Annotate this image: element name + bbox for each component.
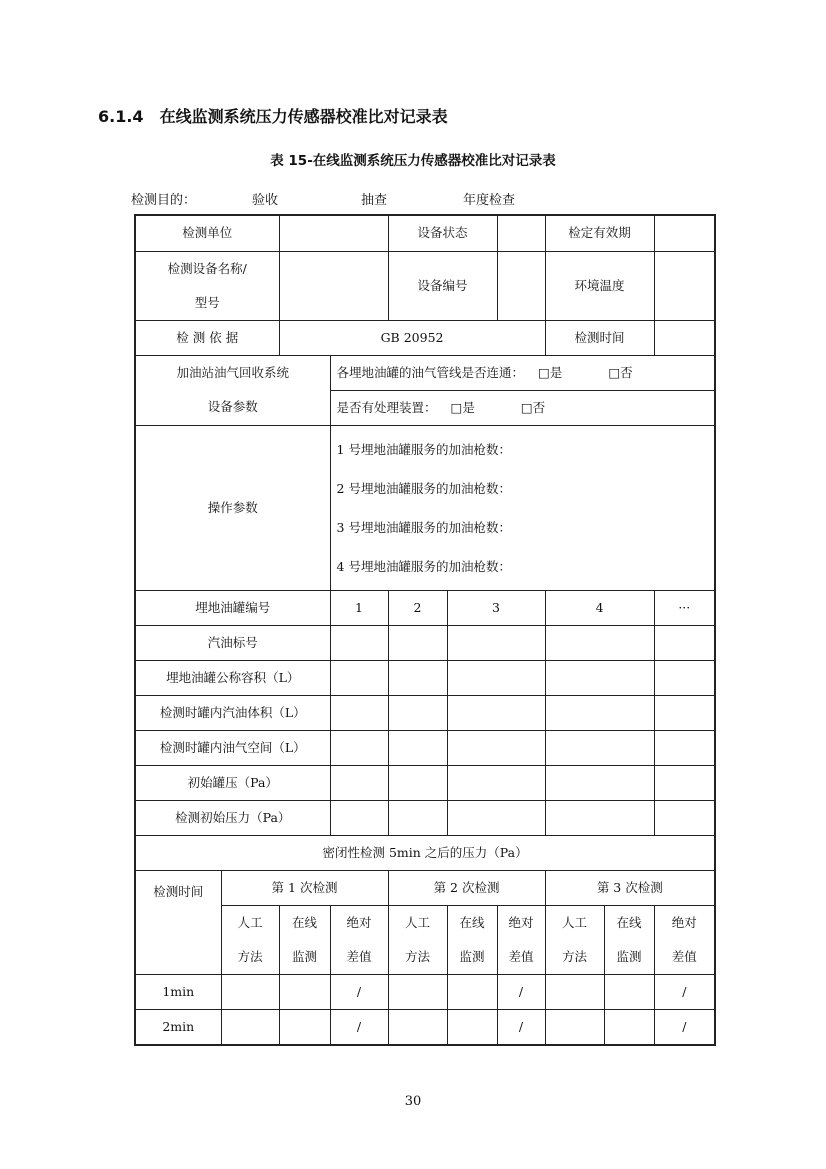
tank-cell[interactable] <box>388 800 447 835</box>
pressure-cell[interactable] <box>279 1009 330 1045</box>
tank-row-label: 检测时罐内油气空间（L） <box>135 730 330 765</box>
sub-online <box>279 905 330 974</box>
sub-diff-l2: 差值 <box>671 948 697 964</box>
pressure-cell[interactable] <box>279 974 330 1009</box>
basis-value: GB 20952 <box>279 320 545 355</box>
tank-number-label: 埋地油罐编号 <box>135 590 330 625</box>
time-row-label: 2min <box>135 1009 221 1045</box>
tank-cell[interactable] <box>654 730 715 765</box>
tank-cell[interactable] <box>447 695 545 730</box>
diff-cell: / <box>654 974 715 1009</box>
pressure-cell[interactable] <box>221 1009 279 1045</box>
tank-cell[interactable] <box>388 765 447 800</box>
device-name-value[interactable] <box>279 251 388 320</box>
pipeline-connected-text: 各埋地油罐的油气管线是否连通： <box>336 364 525 380</box>
test-time-label: 检测时间 <box>545 320 654 355</box>
sub-online-l2: 监测 <box>292 948 318 964</box>
purpose-option-acceptance: 验收 <box>252 193 279 208</box>
sub-online-l1: 在线 <box>292 914 318 930</box>
pressure-cell[interactable] <box>388 974 447 1009</box>
tank-cell[interactable] <box>388 625 447 660</box>
purpose-option-annual: 年度检查 <box>463 193 516 208</box>
tank-cell[interactable] <box>447 730 545 765</box>
operation-line-3: 3 号埋地油罐服务的加油枪数： <box>336 519 511 535</box>
device-name-line-1: 检测设备名称/ <box>167 260 247 276</box>
tank-row-label: 汽油标号 <box>135 625 330 660</box>
sub-manual <box>388 905 447 974</box>
sub-online-l1: 在线 <box>616 914 642 930</box>
section-heading <box>98 104 448 127</box>
test-3-header: 第 3 次检测 <box>545 870 715 905</box>
tank-cell[interactable] <box>388 695 447 730</box>
sub-online <box>447 905 497 974</box>
unit-value[interactable] <box>279 215 388 251</box>
sub-diff <box>654 905 715 974</box>
operation-line-4: 4 号埋地油罐服务的加油枪数： <box>336 558 511 574</box>
tank-cell[interactable] <box>654 660 715 695</box>
sub-manual-l2: 方法 <box>237 948 263 964</box>
tank-cell[interactable] <box>447 625 545 660</box>
device-name-line-2: 型号 <box>194 294 220 310</box>
operation-lines <box>330 425 715 590</box>
pressure-cell[interactable] <box>447 1009 497 1045</box>
pressure-cell[interactable] <box>545 974 604 1009</box>
treatment-device-text: 是否有处理装置： <box>336 399 437 415</box>
pressure-cell[interactable] <box>388 1009 447 1045</box>
sub-manual-l2: 方法 <box>405 948 431 964</box>
status-label: 设备状态 <box>388 215 497 251</box>
tank-cell[interactable] <box>330 765 388 800</box>
treatment-device-question <box>330 390 715 425</box>
tank-row-label: 检测初始压力（Pa） <box>135 800 330 835</box>
section-number: 6.1.4 <box>98 107 144 126</box>
sub-manual <box>545 905 604 974</box>
tank-cell[interactable] <box>654 695 715 730</box>
pressure-title: 密闭性检测 5min 之后的压力（Pa） <box>135 835 715 870</box>
sub-diff <box>497 905 545 974</box>
tank-cell[interactable] <box>654 800 715 835</box>
tank-cell[interactable] <box>654 765 715 800</box>
sub-diff-l2: 差值 <box>346 948 372 964</box>
test-1-header: 第 1 次检测 <box>221 870 388 905</box>
treatment-device-yes[interactable]: □是 <box>450 399 475 415</box>
tank-cell[interactable] <box>545 625 654 660</box>
pipeline-connected-question <box>330 355 715 390</box>
tank-cell[interactable] <box>330 730 388 765</box>
tank-cell[interactable] <box>545 800 654 835</box>
tank-cell[interactable] <box>447 800 545 835</box>
test-time-value[interactable] <box>654 320 715 355</box>
tank-col-3: 3 <box>447 590 545 625</box>
pressure-cell[interactable] <box>604 974 654 1009</box>
tank-cell[interactable] <box>545 660 654 695</box>
diff-cell: / <box>330 974 388 1009</box>
recovery-label-line-1: 加油站油气回收系统 <box>176 365 290 380</box>
time-label: 检测时间 <box>135 870 221 974</box>
sub-diff-l1: 绝对 <box>346 914 372 930</box>
sub-manual-l1: 人工 <box>237 914 263 930</box>
sub-online <box>604 905 654 974</box>
pipeline-connected-yes[interactable]: □是 <box>538 364 563 380</box>
tank-cell[interactable] <box>545 765 654 800</box>
treatment-device-no[interactable]: □否 <box>520 399 546 415</box>
pressure-cell[interactable] <box>221 974 279 1009</box>
tank-col-1: 1 <box>330 590 388 625</box>
tank-cell[interactable] <box>330 695 388 730</box>
sub-manual-l2: 方法 <box>562 948 588 964</box>
diff-cell: / <box>654 1009 715 1045</box>
sub-online-l1: 在线 <box>459 914 485 930</box>
sub-online-l2: 监测 <box>616 948 642 964</box>
validity-label: 检定有效期 <box>545 215 654 251</box>
operation-line-1: 1 号埋地油罐服务的加油枪数： <box>336 441 511 457</box>
tank-cell[interactable] <box>654 625 715 660</box>
tank-row-label: 检测时罐内汽油体积（L） <box>135 695 330 730</box>
page-number: 30 <box>404 1094 422 1109</box>
section-title: 在线监测系统压力传感器校准比对记录表 <box>159 107 448 126</box>
tank-col-more: ··· <box>654 590 715 625</box>
tank-cell[interactable] <box>447 660 545 695</box>
pressure-cell[interactable] <box>604 1009 654 1045</box>
diff-cell: / <box>330 1009 388 1045</box>
device-no-value[interactable] <box>497 251 545 320</box>
tank-col-2: 2 <box>388 590 447 625</box>
tank-col-4: 4 <box>545 590 654 625</box>
sub-diff-l2: 差值 <box>508 948 534 964</box>
operation-line-2: 2 号埋地油罐服务的加油枪数： <box>336 480 511 496</box>
tank-cell[interactable] <box>388 660 447 695</box>
recovery-label <box>135 355 330 425</box>
pipeline-connected-no[interactable]: □否 <box>608 364 633 380</box>
env-temp-value[interactable] <box>654 251 715 320</box>
calibration-record-table <box>134 214 716 1046</box>
time-row-label: 1min <box>135 974 221 1009</box>
tank-cell[interactable] <box>330 800 388 835</box>
recovery-label-line-2: 设备参数 <box>207 399 258 414</box>
status-value[interactable] <box>497 215 545 251</box>
env-temp-label: 环境温度 <box>545 251 654 320</box>
tank-cell[interactable] <box>330 660 388 695</box>
tank-cell[interactable] <box>545 695 654 730</box>
diff-cell: / <box>497 1009 545 1045</box>
tank-row-label: 埋地油罐公称容积（L） <box>135 660 330 695</box>
unit-label: 检测单位 <box>135 215 279 251</box>
device-name-label <box>135 251 279 320</box>
tank-cell[interactable] <box>330 625 388 660</box>
sub-diff-l1: 绝对 <box>671 914 697 930</box>
sub-diff <box>330 905 388 974</box>
sub-diff-l1: 绝对 <box>508 914 534 930</box>
tank-cell[interactable] <box>447 765 545 800</box>
operation-label: 操作参数 <box>135 425 330 590</box>
device-no-label: 设备编号 <box>388 251 497 320</box>
sub-manual-l1: 人工 <box>562 914 588 930</box>
tank-row-label: 初始罐压（Pa） <box>135 765 330 800</box>
tank-cell[interactable] <box>388 730 447 765</box>
validity-value[interactable] <box>654 215 715 251</box>
purpose-label: 检测目的： <box>131 193 197 208</box>
table-caption: 表 15-在线监测系统压力传感器校准比对记录表 <box>270 153 556 169</box>
diff-cell: / <box>497 974 545 1009</box>
pressure-cell[interactable] <box>447 974 497 1009</box>
tank-cell[interactable] <box>545 730 654 765</box>
sub-manual <box>221 905 279 974</box>
pressure-cell[interactable] <box>545 1009 604 1045</box>
sub-online-l2: 监测 <box>459 948 485 964</box>
test-2-header: 第 2 次检测 <box>388 870 545 905</box>
basis-label: 检 测 依 据 <box>135 320 279 355</box>
sub-manual-l1: 人工 <box>405 914 431 930</box>
purpose-option-spot-check: 抽查 <box>361 193 388 208</box>
